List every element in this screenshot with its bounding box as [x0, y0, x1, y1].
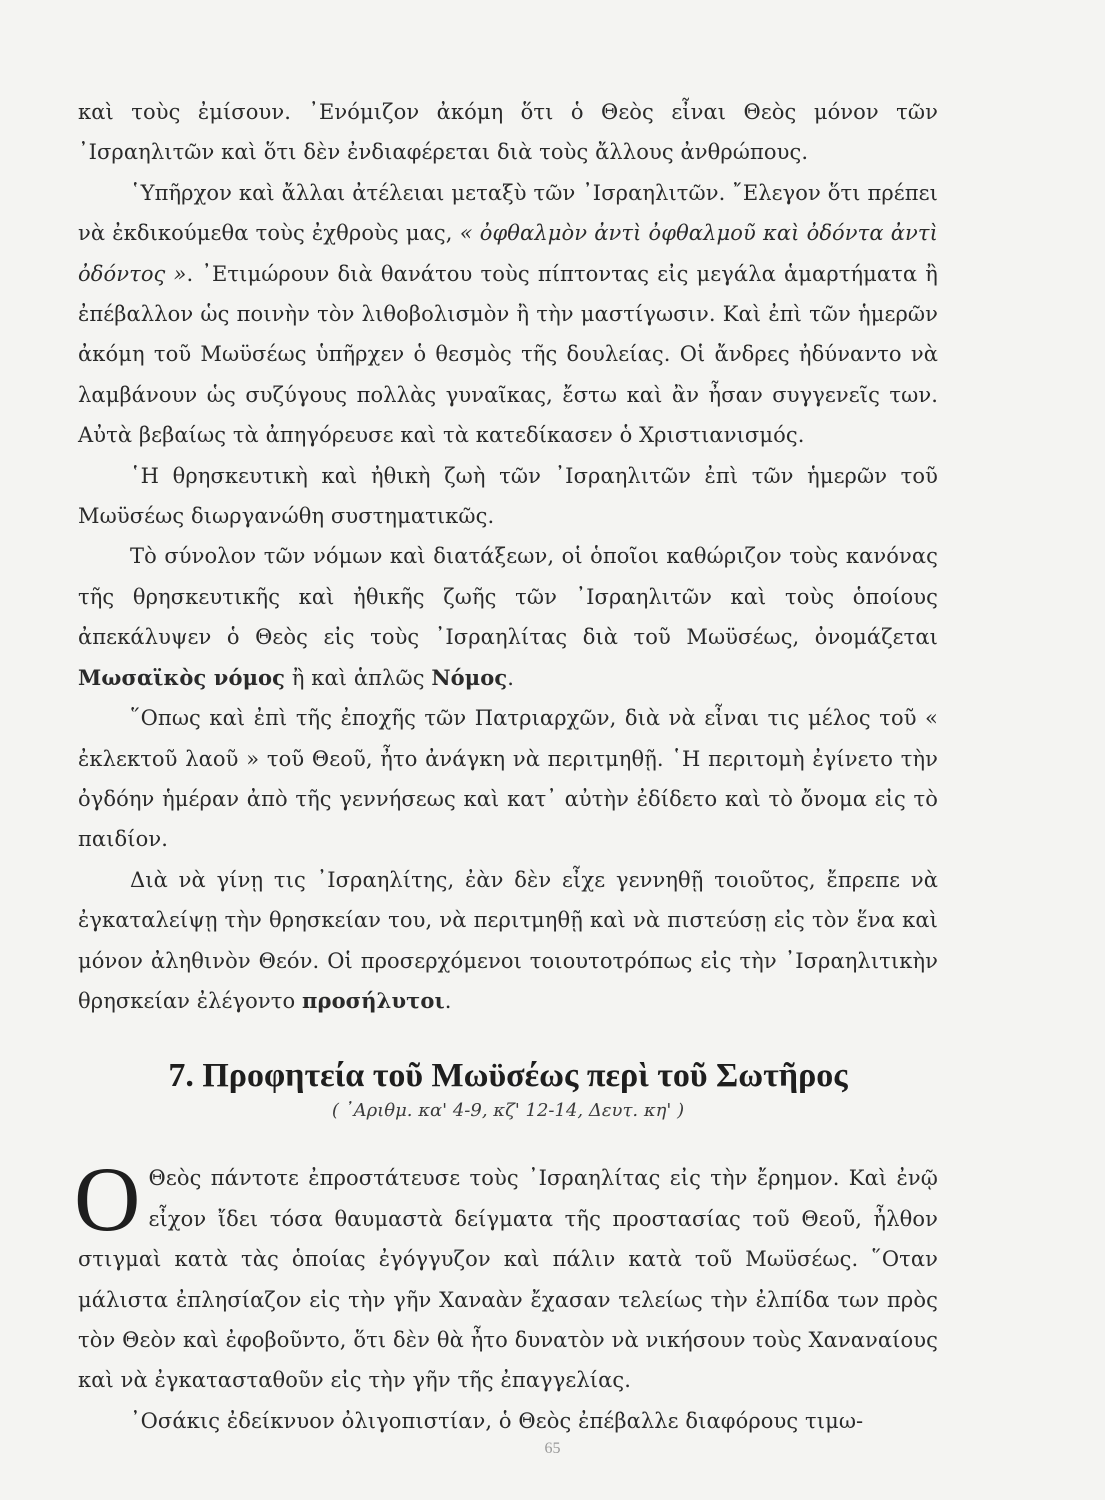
- paragraph-3-text: ῾Η θρησκευτικὴ καὶ ἠθικὴ ζωὴ τῶν ᾽Ισραηλιτῶν ἐπὶ τῶν ἡμερῶν τοῦ Μωϋσέως διωργανώθη συστηματικῶς.: [78, 463, 938, 529]
- page-body: [74, 92, 938, 1441]
- eye-for-eye-quote: « ὀφθαλμὸν ἀντὶ ὀφθαλμοῦ καὶ ὀδόντα ἀντὶ ὀδόντος »: [78, 221, 938, 286]
- paragraph-4-text-b: ἢ καὶ ἁπλῶς: [285, 665, 432, 690]
- paragraph-1-text: καὶ τοὺς ἐμίσουν. ᾽Ενόμιζον ἀκόμη ὅτι ὁ Θεὸς εἶναι Θεὸς μόνον τῶν ᾽Ισραηλιτῶν καὶ ὅτι δὲν ἐνδιαφέρεται διὰ τοὺς ἄλλους ἀνθρώπους.: [78, 100, 938, 165]
- section-title: 7. Προφητεία τοῦ Μωϋσέως περὶ τοῦ Σωτῆρος: [168, 1057, 848, 1095]
- paragraph-4: [78, 536, 938, 698]
- paragraph-5-text: ῞Οπως καὶ ἐπὶ τῆς ἐποχῆς τῶν Πατριαρχῶν, διὰ νὰ εἶναι τις μέλος τοῦ « ἐκλεκτοῦ λαοῦ » τοῦ Θεοῦ, ἦτο ἀνάγκη νὰ περιτμηθῇ. ῾Η περιτομὴ ἐγίνετο τὴν ὀγδόην ἡμέραν ἀπὸ τῆς γεννήσεως καὶ κατ᾽ αὐτὴν ἐδίδετο καὶ τὸ ὄνομα εἰς τὸ παιδίον.: [78, 706, 938, 852]
- page-number: 65: [544, 1440, 561, 1457]
- paragraph-2: [78, 173, 938, 456]
- paragraph-2-text-a: ῾Υπῆρχον καὶ ἄλλαι ἀτέλειαι μεταξὺ τῶν ᾽Ισραηλιτῶν. ῎Ελεγον ὅτι πρέπει νὰ ἐκδικούμεθα τοὺς ἐχθροὺς μας,: [78, 180, 938, 246]
- law-term: Νόμος: [431, 664, 508, 690]
- drop-cap-letter: Ο: [74, 1148, 141, 1251]
- paragraph-4-text-c: .: [507, 665, 515, 690]
- paragraph-6: [78, 860, 938, 1022]
- paragraph-4-text-a: Τὸ σύνολον τῶν νόμων καὶ διατάξεων, οἱ ὁποῖοι καθώριζον τοὺς κανόνας τῆς θρησκευτικῆς καὶ ἠθικῆς ζωῆς τῶν ᾽Ισραηλιτῶν καὶ τοὺς ὁποίους ἀπεκάλυψεν ὁ Θεὸς εἰς τοὺς ᾽Ισραηλίτας διὰ τοῦ Μωϋσέως, ὀνομάζεται: [78, 544, 938, 650]
- paragraph-2-text-b: . ᾽Ετιμώρουν διὰ θανάτου τοὺς πίπτοντας εἰς μεγάλα ἁμαρτήματα ἢ ἐπέβαλλον ὡς ποινὴν τὸν λιθοβολισμὸν ἢ τὴν μαστίγωσιν. Καὶ ἐπὶ τῶν ἡμερῶν ἀκόμη τοῦ Μωϋσέως ὑπῆρχεν ὁ θεσμὸς τῆς δουλείας. Οἱ ἄνδρες ἠδύναντο νὰ λαμβάνουν ὡς συζύγους πολλὰς γυναῖκας, ἔστω καὶ ἂν ἦσαν συγγενεῖς των. Αὐτὰ βεβαίως τὰ ἀπηγόρευσε καὶ τὰ κατεδίκασεν ὁ Χριστιανισμός.: [78, 261, 938, 448]
- paragraph-3: [78, 456, 938, 537]
- mosaic-law-term: Μωσαϊκὸς νόμος: [78, 664, 286, 690]
- section-reference: ( ᾽Αριθμ. κα' 4-9, κζ' 12-14, Δευτ. κη' ): [331, 1100, 685, 1122]
- proselytes-term: προσήλυτοι: [302, 987, 445, 1013]
- paragraph-7-text: Θεὸς πάντοτε ἐπροστάτευσε τοὺς ᾽Ισραηλίτας εἰς τὴν ἔρημον. Καὶ ἐνῷ εἶχον ἴδει τόσα θαυμαστὰ δείγματα τῆς προστασίας τοῦ Θεοῦ, ἦλθον στιγμαὶ κατὰ τὰς ὁποίας ἐγόγγυζον καὶ πάλιν κατὰ τοῦ Μωϋσέως. ῞Οταν μάλιστα ἐπλησίαζον εἰς τὴν γῆν Χαναὰν ἔχασαν τελείως τὴν ἐλπίδα των πρὸς τὸν Θεὸν καὶ ἐφοβοῦντο, ὅτι δὲν θὰ ἦτο δυνατὸν νὰ νικήσουν τοὺς Χαναναίους καὶ νὰ ἐγκατασταθοῦν εἰς τὴν γῆν τῆς ἐπαγγελίας.: [78, 1166, 938, 1393]
- paragraph-8-text: ᾽Οσάκις ἐδείκνυον ὀλιγοπιστίαν, ὁ Θεὸς ἐπέβαλλε διαφόρους τιμω-: [130, 1408, 864, 1433]
- paragraph-7: [74, 1148, 938, 1400]
- paragraph-1: [78, 92, 938, 173]
- paragraph-6-text-a: Διὰ νὰ γίνῃ τις ᾽Ισραηλίτης, ἐὰν δὲν εἶχε γεννηθῇ τοιοῦτος, ἔπρεπε νὰ ἐγκαταλείψῃ τὴν θρησκείαν του, νὰ περιτμηθῇ καὶ νὰ πιστεύσῃ εἰς τὸν ἕνα καὶ μόνον ἀληθινὸν Θεόν. Οἱ προσερχόμενοι τοιουτοτρόπως εἰς τὴν ᾽Ισραηλιτικὴν θρησκείαν ἐλέγοντο: [78, 867, 938, 1013]
- paragraph-8: [78, 1401, 938, 1441]
- paragraph-5: [78, 698, 938, 860]
- paragraph-6-text-b: .: [444, 988, 452, 1013]
